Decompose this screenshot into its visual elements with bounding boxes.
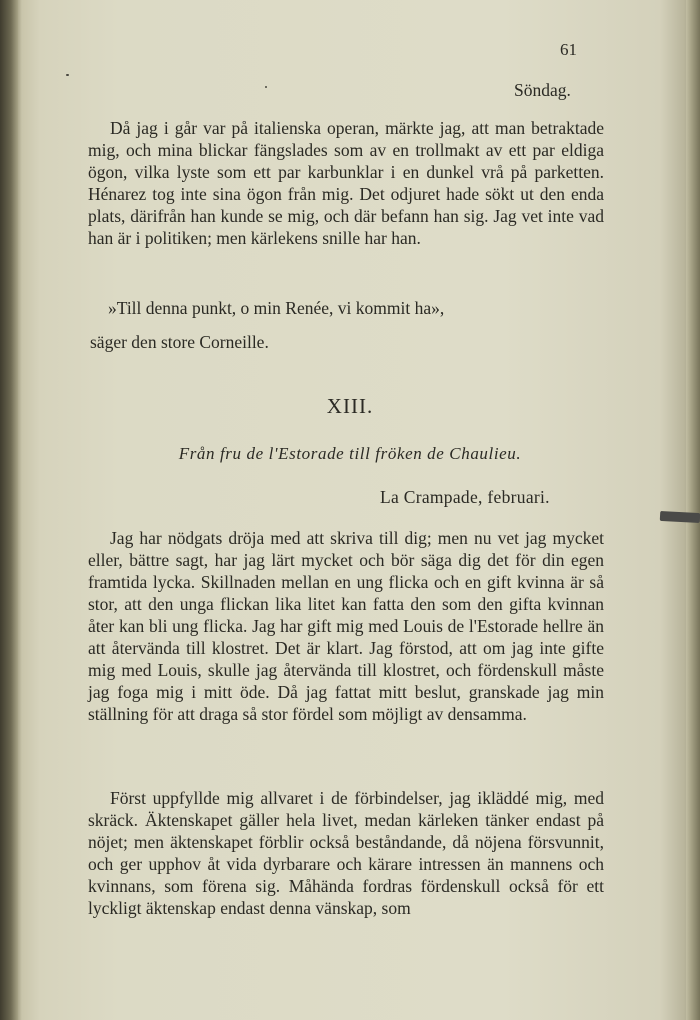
chapter-title: Från fru de l'Estorade till fröken de Chaulieu. [178, 444, 522, 463]
quote-attribution: säger den store Corneille. [90, 332, 269, 352]
chapter-number: XIII. [326, 394, 374, 418]
paper-speck [265, 86, 267, 88]
quote-corneille: »Till denna punkt, o min Renée, vi kommit ha», [108, 298, 445, 318]
paragraph-duty: Först uppfyllde mig allvaret i de förbindelser, jag ikläddé mig, med skräck. Äktenskapet gäller hela livet, medan kärleken tänker endast på nöjet; men äktenskapet förblir också beståndande, då nöjena försvunnit, och ger upphov åt vida dyrbarare och kärare intressen än mannens och kvinnans, som förena sig. Måhända fordras fördenskull också för ett lyckligt äktenskap endast denna vänskap, som [88, 788, 604, 918]
page-marker-tab [660, 511, 700, 523]
paper-speck [66, 74, 69, 76]
page-edge [686, 0, 700, 1020]
binding-edge [0, 0, 18, 1020]
dateline-sunday: Söndag. [514, 80, 571, 100]
paragraph-marriage: Jag har nödgats dröja med att skriva till dig; men nu vet jag mycket eller, bättre sagt, har jag lärt mycket och bör säga dig det för din egen framtida lycka. Skillnaden mellan en ung flicka och en gift kvinna är så stor, att den unga flickan lika litet kan fatta den som den gifta kvinnan åter kan bli ung flicka. Jag har gift mig med Louis de l'Estorade hellre än att återvända till klostret. Det är klart. Jag förstod, att om jag inte gifte mig med Louis, skulle jag återvända till klostret, och fördenskull måste jag foga mig i mitt öde. Då jag fattat mitt beslut, granskade jag min ställning för att draga så stor fördel som möjligt av densamma. [88, 528, 604, 724]
page-number: 61 [560, 40, 577, 59]
letter-dateline: La Crampade, februari. [380, 487, 550, 507]
paragraph-opera: Då jag i går var på italienska operan, märkte jag, att man betraktade mig, och mina blickar fängslades som av en trollmakt av ett par eldiga ögon, vilka lyste som ett par karbunklar i en dunkel vrå på parketten. Hénarez tog inte sina ögon från mig. Det odjuret hade sökt ut den enda plats, därifrån han kunde se mig, och där befann han sig. Jag vet inte vad han är i politiken; men kärlekens snille har han. [88, 118, 604, 248]
